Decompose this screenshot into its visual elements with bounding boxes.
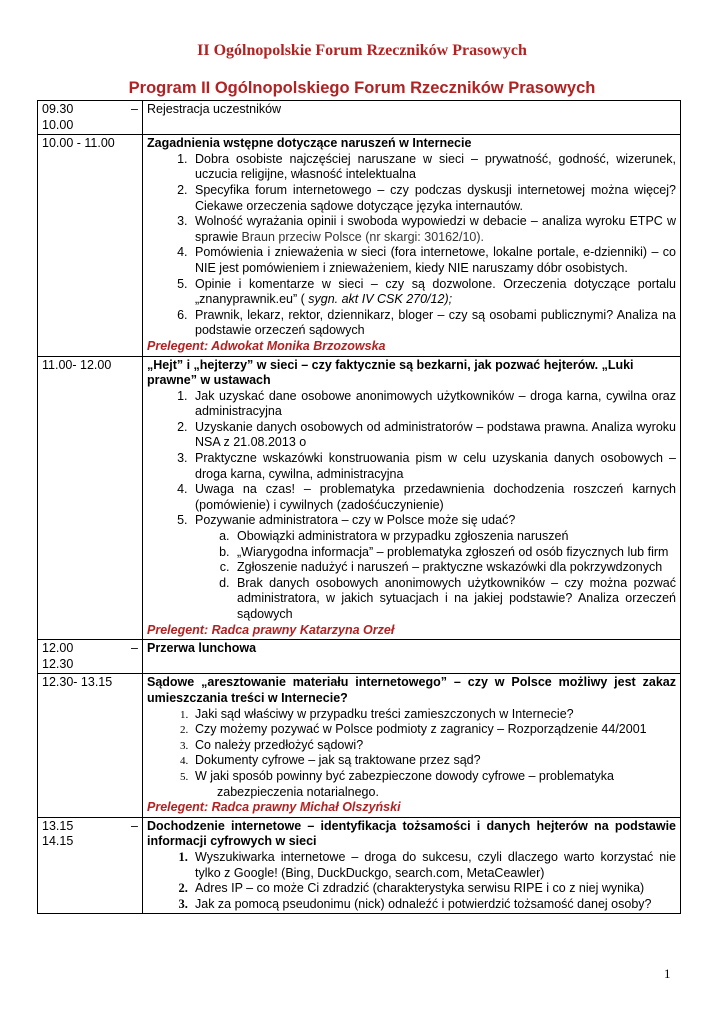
time-cell — [38, 640, 143, 674]
list-item: 1. Dobra osobiste najczęściej naruszane w sieci – prywatność, godność, wizerunek, uczucia religijne, własność intelektualna — [191, 152, 676, 183]
sub-list-item: d. Brak danych osobowych anonimowych użytkowników – czy można pozwać administratora, w jakich sytuacjach i na jakiej podstawie? Analiza orzeczeń sądowych — [233, 576, 676, 623]
content-cell — [143, 817, 681, 914]
time-cell — [38, 817, 143, 914]
case-signature: sygn. akt IV CSK 270/12); — [308, 292, 453, 307]
time-range: 11.00- 12.00 — [42, 357, 112, 372]
time-range: 12.30- 13.15 — [42, 675, 113, 690]
topic-list — [147, 707, 676, 801]
table-row — [38, 356, 681, 640]
session-title: Dochodzenie internetowe – identyfikacja tożsamości i danych hejterów na podstawie informacji cyfrowych w sieci — [147, 818, 676, 849]
list-item — [191, 277, 676, 308]
list-item-text: Pozywanie administratora – czy w Polsce może się udać? — [195, 513, 516, 528]
table-row — [38, 674, 681, 817]
list-item: 3. Co należy przedłożyć sądowi? — [191, 738, 676, 754]
list-item-continuation: zabezpieczenia notarialnego. — [217, 784, 379, 799]
list-item-text: Opinie i komentarze w sieci – czy są dozwolone. Orzeczenia dotyczące portalu „znanyprawnik.eu” ( — [195, 276, 676, 307]
session-title: Zagadnienia wstępne dotyczące naruszeń w Internecie — [147, 136, 472, 151]
table-row — [38, 135, 681, 356]
speaker-label: Prelegent: Adwokat Monika Brzozowska — [147, 338, 386, 353]
list-item — [191, 513, 676, 622]
list-item: 1. Wyszukiwarka internetowe – droga do sukcesu, czyli dlaczego warto korzystać nie tylko z Google! (Bing, DuckDuckgo, search.com, MetaCeawler) — [191, 850, 676, 881]
time-cell — [38, 674, 143, 817]
topic-list — [147, 152, 676, 339]
time-cell — [38, 101, 143, 135]
table-row — [38, 101, 681, 135]
session-title: Przerwa lunchowa — [147, 641, 257, 656]
session-title: Sądowe „aresztowanie materiału internetowego” – czy w Polsce możliwy jest zakaz umieszczania treści w Internecie? — [147, 675, 676, 705]
list-item: 4. Pomówienia i znieważenia w sieci (fora internetowe, lokalne portale, e-dzienniki) – co NIE jest pomówieniem i znieważeniem, kiedy NIE naruszamy dóbr osobistych. — [191, 245, 676, 276]
list-item: 2. Adres IP – co może Ci zdradzić (charakterystyka serwisu RIPE i co z niej wynika) — [191, 881, 676, 897]
content-cell — [143, 674, 681, 817]
time-dash: – — [131, 102, 138, 116]
session-text: Rejestracja uczestników — [147, 102, 282, 116]
table-row — [38, 640, 681, 674]
sub-list-item: c. Zgłoszenie nadużyć i naruszeń – praktyczne wskazówki dla pokrzywdzonych — [233, 560, 676, 576]
time-end: 12.30 — [42, 656, 74, 671]
time-start: 09.30 — [42, 102, 74, 116]
sub-topic-list — [195, 529, 676, 623]
session-title: „Hejt” i „hejterzy” w sieci – czy faktycznie są bezkarni, jak pozwać hejterów. „Luki prawne” w ustawach — [147, 357, 634, 388]
content-cell — [143, 101, 681, 135]
list-item: 2. Specyfika forum internetowego – czy podczas dyskusji internetowej można więcej? Ciekawe orzeczenia sądowe dotyczące języka internautów. — [191, 183, 676, 214]
time-cell — [38, 356, 143, 640]
list-item: 4. Dokumenty cyfrowe – jak są traktowane przez sąd? — [191, 753, 676, 769]
sub-list-item: b. „Wiarygodna informacja” – problematyka zgłoszeń od osób fizycznych lub firm — [233, 545, 676, 561]
program-table — [37, 100, 681, 914]
list-item: 2. Uzyskanie danych osobowych od administratorów – podstawa prawna. Analiza wyroku NSA z 21.08.2013 o — [191, 420, 676, 451]
page-number: 1 — [664, 966, 671, 981]
list-item: 3. Praktyczne wskazówki konstruowania pism w celu uzyskania danych osobowych – droga karna, cywilna, administracyjna — [191, 451, 676, 482]
time-range: 10.00 - 11.00 — [42, 136, 115, 151]
list-item: 1. Jaki sąd właściwy w przypadku treści zamieszczonych w Internecie? — [191, 707, 676, 723]
sub-list-item: a. Obowiązki administratora w przypadku zgłoszenia naruszeń — [233, 529, 676, 545]
time-dash: – — [131, 818, 138, 833]
list-item-text: Wolność wyrażania opinii i swoboda wypowiedzi w debacie – analiza wyroku ETPC w sprawie — [195, 214, 676, 244]
list-item — [191, 769, 676, 800]
list-item: 2. Czy możemy pozywać w Polsce podmioty z zagranicy – Rozporządzenie 44/2001 — [191, 722, 676, 738]
content-cell — [143, 135, 681, 356]
case-reference: Braun przeciw Polsce (nr skargi: 30162/10). — [241, 229, 485, 244]
content-cell — [143, 356, 681, 640]
time-start: 13.15 — [42, 818, 74, 833]
list-item: 4. Uwaga na czas! – problematyka przedawnienia dochodzenia roszczeń karnych (pomówienie) i cywilnych (zadośćuczynienie) — [191, 482, 676, 513]
speaker-label: Prelegent: Radca prawny Michał Olszyński — [147, 800, 401, 815]
list-item: 3. Jak za pomocą pseudonimu (nick) odnaleźć i potwierdzić tożsamość danej osoby? — [191, 897, 676, 913]
table-row — [38, 817, 681, 914]
time-end: 14.15 — [42, 834, 74, 849]
program-title: Program II Ogólnopolskiego Forum Rzeczników Prasowych — [128, 79, 596, 97]
time-start: 12.00 — [42, 641, 74, 656]
time-end: 10.00 — [42, 117, 74, 132]
list-item: 1. Jak uzyskać dane osobowe anonimowych użytkowników – droga karna, cywilna oraz administracyjna — [191, 389, 676, 420]
list-item: 6. Prawnik, lekarz, rektor, dziennikarz, bloger – czy są osobami publicznymi? Analiza na podstawie orzeczeń sądowych — [191, 308, 676, 339]
topic-list — [147, 850, 676, 912]
topic-list — [147, 389, 676, 623]
time-cell — [38, 135, 143, 356]
speaker-label: Prelegent: Radca prawny Katarzyna Orzeł — [147, 622, 395, 637]
content-cell — [143, 640, 681, 674]
document-header-title: II Ogólnopolskie Forum Rzeczników Prasowych — [197, 42, 527, 59]
list-item-text: W jaki sposób powinny być zabezpieczone dowody cyfrowe – problematyka — [195, 768, 614, 783]
list-item — [191, 214, 676, 245]
time-dash: – — [131, 641, 138, 656]
